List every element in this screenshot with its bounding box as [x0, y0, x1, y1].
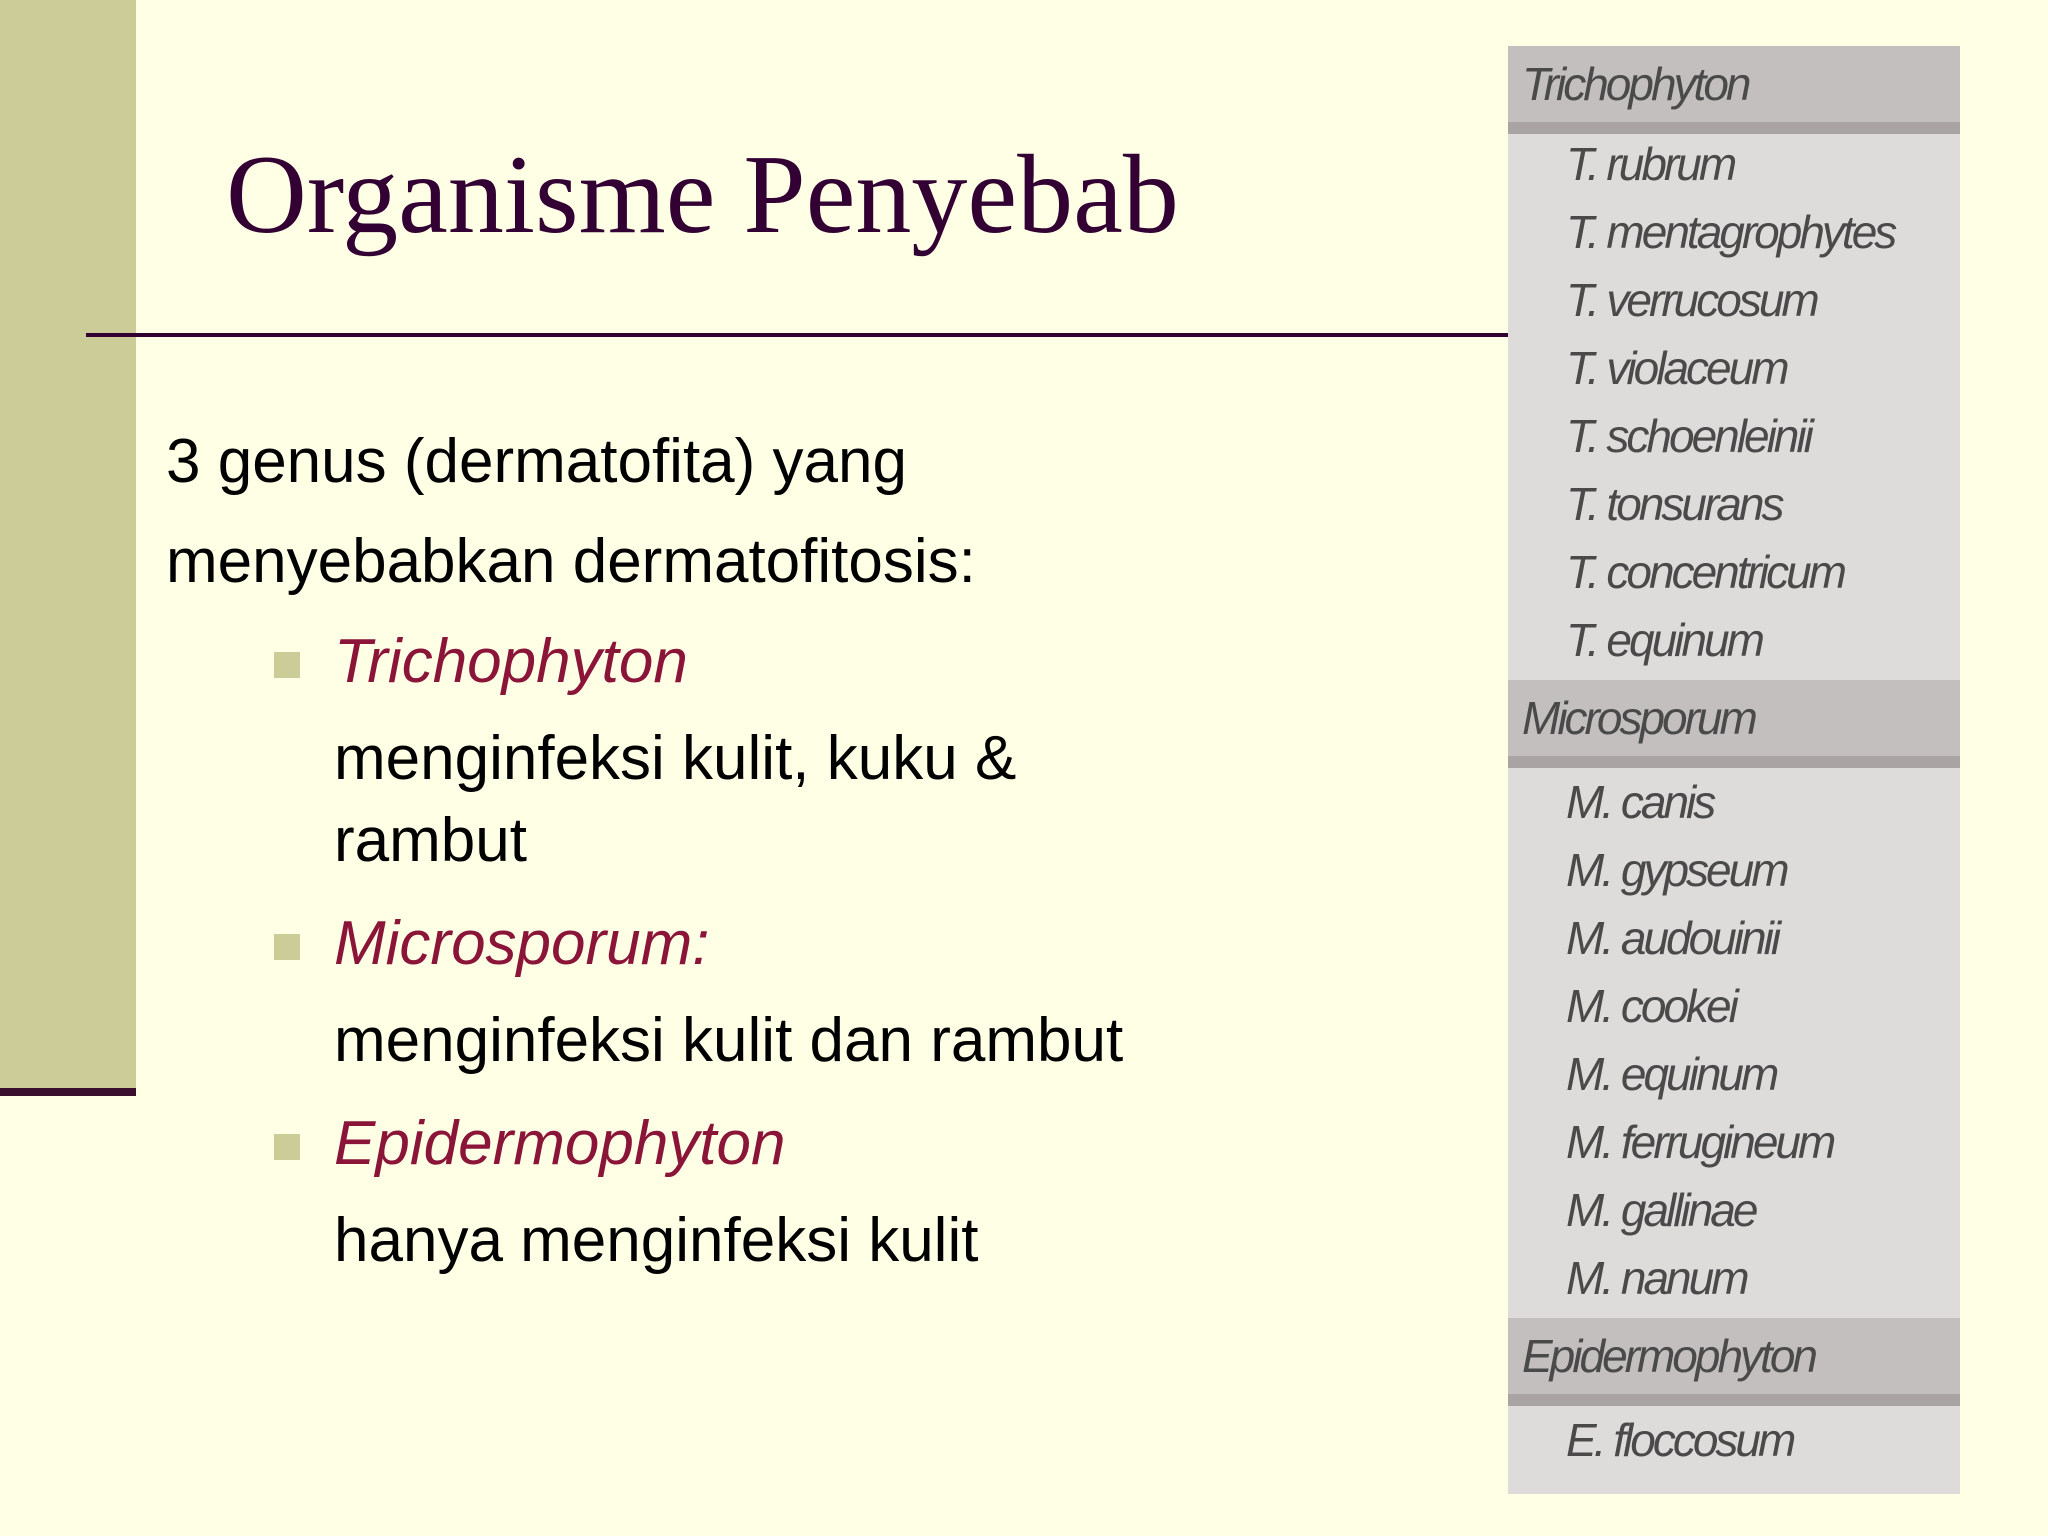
- slide-body: [166, 412, 1166, 1294]
- group-header-trichophyton: Trichophyton: [1508, 46, 1960, 134]
- species-item: T. equinum: [1566, 614, 1762, 666]
- genus-name: Trichophyton: [334, 627, 688, 696]
- species-item: M. ferrugineum: [1566, 1116, 1834, 1168]
- species-table: [1508, 46, 1960, 1494]
- species-item: T. verrucosum: [1566, 274, 1817, 326]
- species-list-epidermophyton: [1508, 1406, 1960, 1480]
- genus-description: menginfeksi kulit dan rambut: [334, 1006, 1124, 1075]
- left-accent-bar: [0, 0, 136, 1088]
- left-accent-rule: [0, 1088, 136, 1096]
- species-item: T. rubrum: [1566, 138, 1735, 190]
- species-item: M. cookei: [1566, 980, 1736, 1032]
- square-bullet-icon: [274, 934, 300, 960]
- genus-description: hanya menginfeksi kulit: [334, 1206, 979, 1275]
- slide-title: Organisme Penyebab: [226, 133, 1179, 257]
- bullet-item-microsporum: [166, 894, 1166, 1094]
- species-item: M. canis: [1566, 776, 1714, 828]
- title-divider: [86, 333, 1508, 337]
- genus-bullet-list: [166, 612, 1166, 1294]
- species-item: M. gallinae: [1566, 1184, 1756, 1236]
- bullet-item-trichophyton: [166, 612, 1166, 894]
- species-item: M. equinum: [1566, 1048, 1777, 1100]
- species-item: T. schoenleinii: [1566, 410, 1811, 462]
- genus-name: Epidermophyton: [334, 1109, 786, 1178]
- species-item: T. concentricum: [1566, 546, 1844, 598]
- square-bullet-icon: [274, 1134, 300, 1160]
- species-item: E. floccosum: [1566, 1414, 1794, 1466]
- species-list-microsporum: [1508, 768, 1960, 1318]
- species-item: T. violaceum: [1566, 342, 1787, 394]
- group-header-microsporum: Microsporum: [1508, 680, 1960, 768]
- species-item: M. gypseum: [1566, 844, 1787, 896]
- intro-line-1: 3 genus (dermatofita) yang: [166, 427, 907, 496]
- species-list-trichophyton: [1508, 130, 1960, 680]
- genus-name: Microsporum:: [334, 909, 710, 978]
- square-bullet-icon: [274, 652, 300, 678]
- species-item: M. nanum: [1566, 1252, 1747, 1304]
- bullet-item-epidermophyton: [166, 1094, 1166, 1294]
- species-item: M. audouinii: [1566, 912, 1779, 964]
- intro-line-2: menyebabkan dermatofitosis:: [166, 527, 976, 596]
- species-item: T. mentagrophytes: [1566, 206, 1895, 258]
- group-header-epidermophyton: Epidermophyton: [1508, 1318, 1960, 1406]
- genus-description: menginfeksi kulit, kuku & rambut: [334, 724, 1017, 875]
- species-item: T. tonsurans: [1566, 478, 1782, 530]
